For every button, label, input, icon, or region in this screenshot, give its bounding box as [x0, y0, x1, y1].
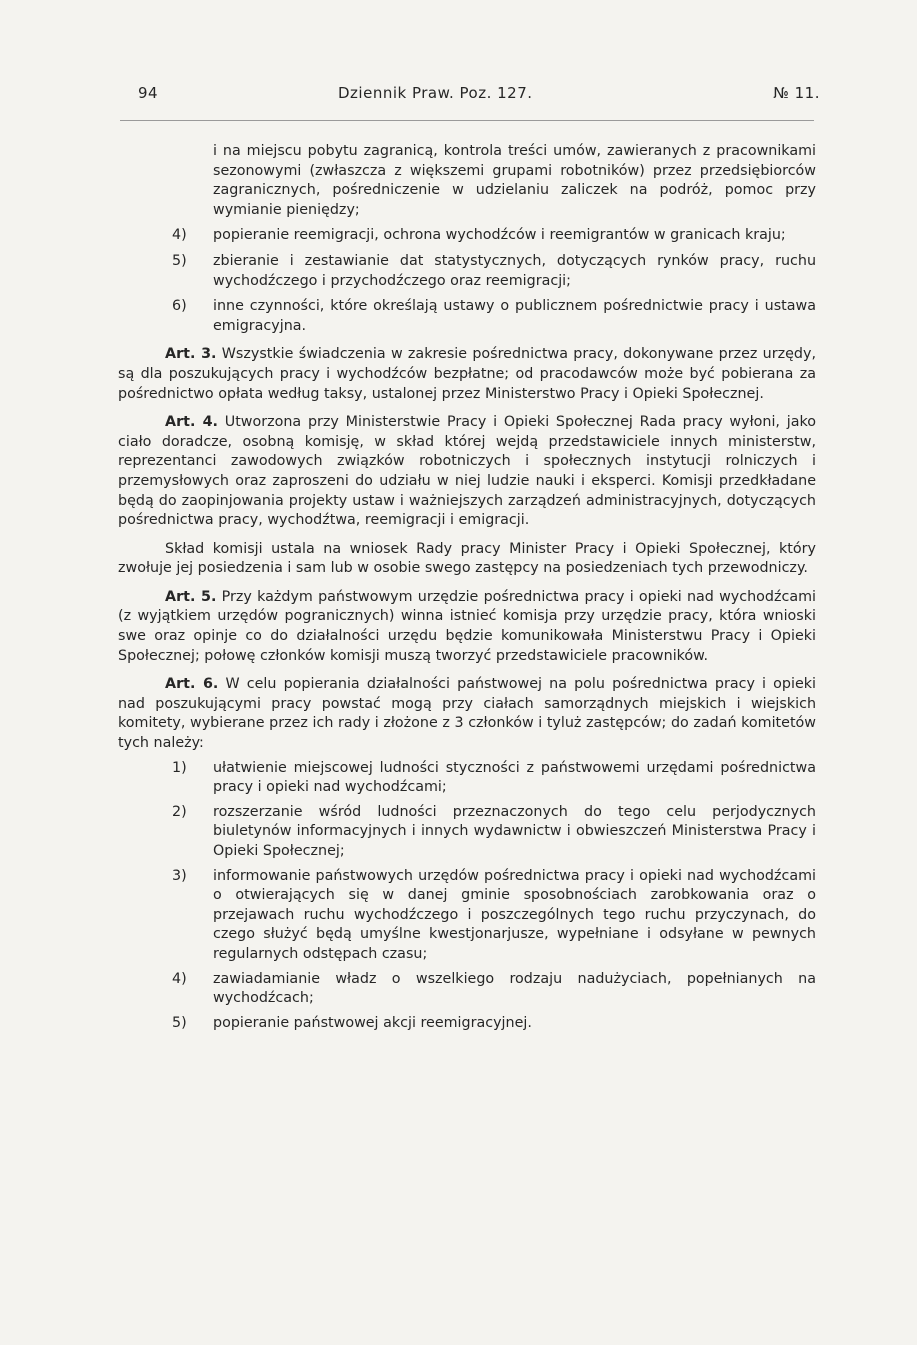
journal-title: Dziennik Praw. Poz. 127.: [338, 84, 533, 102]
item-number: 2): [172, 803, 187, 820]
document-body: [118, 142, 816, 1033]
item-text: zbieranie i zestawianie dat statystycznych, dotyczących rynków pracy, ruchu wychodźczego i przychodźczego oraz reemigracji;: [213, 252, 816, 289]
article-heading: Art. 5.: [165, 588, 217, 605]
list-item: [118, 970, 816, 1009]
list-item: [118, 803, 816, 862]
item-text: popieranie państwowej akcji reemigracyjnej.: [213, 1014, 532, 1031]
item-text: ułatwienie miejscowej ludności styczności z państwowemi urzędami pośrednictwa pracy i opieki nad wychodźcami;: [213, 759, 816, 796]
list-a: [118, 226, 816, 336]
list-item: [118, 252, 816, 291]
continuation-paragraph: i na miejscu pobytu zagranicą, kontrola treści umów, zawieranych z pracownikami sezonowymi (zwłaszcza z większemi grupami robotników) przez przedsiębiorców zagranicznych, pośredniczenie w udzielaniu zaliczek na podróż, pomoc przy wymianie pieniędzy;: [213, 143, 816, 218]
list-item: [118, 1014, 816, 1034]
article-heading: Art. 4.: [165, 414, 218, 431]
article-text: W celu popierania działalności państwowej na polu pośrednictwa pracy i opieki nad poszukującymi pracy powstać mogą przy ciałach samorządnych miejskich i wiejskich komitety, wybierane przez ich rady i złożone z 3 członków i tyluż zastępców; do zadań komitetów tych należy:: [118, 676, 817, 752]
article-5: [118, 588, 816, 666]
item-text: popieranie reemigracji, ochrona wychodźców i reemigrantów w granicach kraju;: [213, 227, 786, 244]
article-4: [118, 413, 816, 531]
issue-number: № 11.: [773, 84, 820, 102]
list-b: [118, 759, 816, 1034]
item-number: 4): [172, 227, 187, 244]
article-text: Wszystkie świadczenia w zakresie pośrednictwa pracy, dokonywane przez urzędy, są dla poszukujących pracy i wychodźców bezpłatne; od pracodawców może być pobierana za pośrednictwo opłata według taksy, ustalonej przez Ministerstwo Pracy i Opieki Społecznej.: [118, 346, 817, 402]
list-item: [118, 297, 816, 336]
item-number: 3): [172, 867, 187, 884]
article-heading: Art. 6.: [165, 676, 219, 693]
item-number: 5): [172, 252, 187, 269]
item-text: zawiadamianie władz o wszelkiego rodzaju nadużyciach, popełnianych na wychodźcach;: [213, 970, 816, 1007]
item-text: inne czynności, które określają ustawy o publicznem pośrednictwie pracy i ustawa emigracyjna.: [213, 298, 816, 334]
article-text: Utworzona przy Ministerstwie Pracy i Opieki Społecznej Rada pracy wyłoni, jako ciało doradcze, osobną komisję, w skład której wejdą przedstawiciele innych ministerstw, reprezentanci zawodowych związków robotniczych i społecznych instytucji rolniczych i przemysłowych oraz zaproszeni do udziału w niej ludzie nauki i eksperci. Komisji przedkładane będą do zaopinjowania projekty ustaw i ważniejszych zarządzeń administracyjnych, dotyczących pośrednictwa pracy, wychodźtwa, reemigracji i emigracji.: [118, 414, 816, 529]
item-text: informowanie państwowych urzędów pośrednictwa pracy i opieki nad wychodźcami o otwierających się w danej gminie sposobnościach zarobkowania oraz o przejawach ruchu wychodźczego i poszczególnych tego ruchu przyczynach, do czego służyć będą umyślne kwestjonarjusze, wypełniane i odsyłane w pewnych regularnych odstępach czasu;: [213, 867, 816, 962]
article-6: [118, 675, 816, 753]
list-item: [118, 226, 816, 246]
article-text: Przy każdym państwowym urzędzie pośrednictwa pracy i opieki nad wychodźcami (z wyjątkiem urzędów pogranicznych) winna istnieć komisja przy urzędzie pracy, która wnioski swe oraz opinje co do działalności urzędu będzie komunikowała Ministerstwu Pracy i Opieki Społecznej; połowę członków komisji muszą tworzyć przedstawiciele pracowników.: [118, 588, 817, 664]
article-4-paragraph-2: Skład komisji ustala na wniosek Rady pracy Minister Pracy i Opieki Społecznej, który zwołuje jej posiedzenia i sam lub w osobie swego zastępcy na posiedzeniach tych przewodniczy.: [118, 540, 816, 577]
item-number: 4): [172, 970, 187, 987]
article-heading: Art. 3.: [165, 346, 217, 363]
header-rule: [120, 120, 814, 121]
article-3: [118, 345, 816, 404]
item-text: rozszerzanie wśród ludności przeznaczonych do tego celu perjodycznych biuletynów informacyjnych i innych wydawnictw i obwieszczeń Ministerstwa Pracy i Opieki Społecznej;: [213, 803, 816, 859]
page-number: 94: [138, 84, 159, 102]
list-item: [118, 759, 816, 798]
item-number: 1): [172, 759, 187, 776]
item-number: 6): [172, 298, 187, 315]
list-item: [118, 867, 816, 965]
page-header: [138, 84, 820, 110]
item-number: 5): [172, 1014, 187, 1031]
